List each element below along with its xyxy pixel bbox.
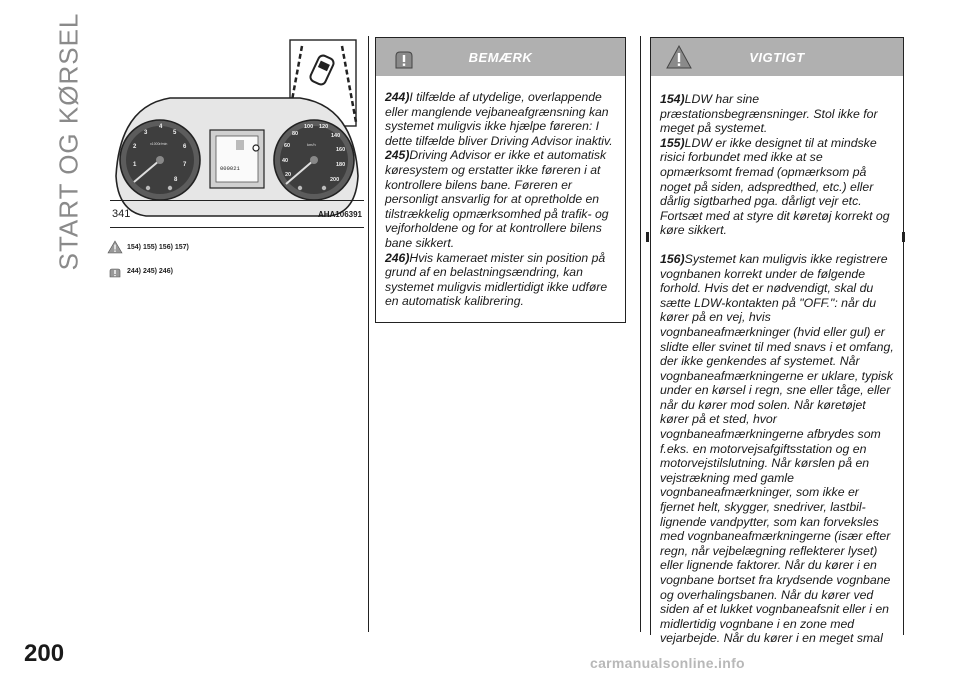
speedo-tick-label: 40	[282, 158, 289, 164]
speedo-tick-label: 20	[285, 172, 292, 178]
speedo-tick-label: 100	[304, 124, 314, 130]
speedo-tick-label: 120	[319, 124, 329, 130]
notice-box-body	[376, 76, 625, 309]
notice-ref: 246)	[385, 250, 410, 265]
notice-paragraph	[385, 251, 617, 309]
important-box-header	[651, 38, 903, 76]
callout-target-dot	[253, 145, 259, 151]
notice-box-title: BEMÆRK	[468, 49, 533, 65]
tacho-tick-label: 5	[173, 130, 177, 136]
speedo-tick-label: 160	[336, 147, 346, 153]
notice-text: I tilfælde af utydelige, overlappende eller manglende vejbaneafgrænsning kan systemet muligvis ikke hjælpe føreren: I dette tilfælde bliver Driving Advisor inaktiv.	[385, 90, 613, 148]
important-ref: 156)	[660, 251, 685, 266]
section-title-text: START OG KØRSEL	[53, 12, 84, 270]
section-title	[52, 12, 86, 270]
notice-paragraph	[385, 148, 617, 250]
notice-box-header	[376, 38, 625, 76]
important-box	[650, 37, 904, 646]
caution-refs-text: 244) 245) 246)	[127, 267, 173, 275]
notice-box	[375, 37, 626, 323]
speedo-tick-label: 180	[336, 162, 346, 168]
tacho-unit-label: x1000r/min	[150, 142, 168, 146]
important-text: Systemet kan muligvis ikke registrere vognbanen korrekt under de følgende forhold. Hvis det er nødvendigt, skal du sætte LDW-kontakten på "OFF.": når du kører på en vej, hvis vognbaneafmærkninger (hvid eller gul) er slidte eller svinet til med snavs i et omfang, der ikke genkendes af systemet. Når vognbaneafmærkningerne er uklare, typisk under en kørsel i regn, sne eller tåge, eller når du kører mod solen. Når køretøjet kører på et sted, hvor vognbaneafmærkningerne afbrydes som f.eks. en motorvejsafgiftsstation og en motorvejstilslutning. Når kørslen på en vejstrækning med gamle vognbaneafmærkninger, som ikke er fjernet helt, skygger, snedriver, lastbil-lignende vandpytter, som kan forveksles med vognbaneafmærkningerne (især efter regn, når vejbelægning reflekterer lyset) eller lignende faktorer. Når du kører i en vognbane bortset fra krydsende vognbane og overhalingsbanen. Når du kører ved siden af et lukket vognbaneafsnit eller i en midlertidig vognbane i en zone med vejarbejde. Når du kører i en meget smal	[660, 251, 894, 646]
important-paragraph	[660, 92, 895, 136]
speedo-tick-label: 200	[330, 177, 340, 183]
important-paragraph	[660, 136, 895, 238]
column-rule-left	[368, 36, 369, 632]
footer-watermark: carmanualsonline.info	[590, 655, 745, 671]
odometer-readout: 000021	[220, 165, 240, 172]
page-number: 200	[24, 640, 65, 667]
display-gear-indicator	[236, 140, 244, 150]
important-box-title: VIGTIGT	[749, 49, 805, 65]
tacho-tick-label: 7	[183, 162, 187, 168]
notice-ref: 245)	[385, 148, 410, 163]
warning-triangle-icon	[107, 240, 123, 254]
figure-caption	[110, 200, 364, 228]
box-divider-tick-right	[902, 232, 905, 242]
tacho-tick-label: 3	[144, 130, 148, 136]
important-text: LDW er ikke designet til at mindske risici forbundet med ikke at se opmærksomt fremad (opmærksom på noget på siden, adspredthed, etc.) eller dårlig sigtbarhed pga. dårligt vejr etc. Fortsæt med at styre dit køretøj korrekt og køre sikkert.	[660, 135, 890, 238]
figure-code: AHA106391	[317, 209, 362, 219]
warning-refs-text: 154) 155) 156) 157)	[127, 243, 189, 251]
speedo-tick-label: 80	[292, 131, 299, 137]
notice-ref: 244)	[385, 90, 410, 104]
figure-number: 341	[112, 208, 131, 220]
tacho-tick-label: 6	[183, 144, 187, 150]
tacho-tick-label: 4	[159, 124, 163, 130]
speedo-tick-label: 60	[284, 143, 291, 149]
notice-paragraph	[385, 90, 617, 148]
notice-text: Hvis kameraet mister sin position på grund af en belastningsændring, kan systemet muligvis midlertidigt ikke udføre en automatisk kalibrering.	[385, 250, 608, 309]
important-box-body	[651, 76, 903, 646]
speedo-unit-label: km/h	[307, 142, 316, 147]
column-rule-right	[640, 36, 641, 632]
box-divider-tick-left	[646, 232, 649, 242]
caution-hand-icon	[107, 264, 123, 278]
tacho-tick-label: 1	[133, 162, 137, 168]
tacho-tick-label: 2	[133, 144, 137, 150]
warning-triangle-icon	[665, 44, 693, 70]
important-ref: 155)	[660, 135, 685, 150]
tacho-tick-label: 8	[174, 177, 178, 183]
important-ref: 154)	[660, 92, 685, 106]
warning-refs	[107, 240, 189, 254]
notice-text: Driving Advisor er ikke et automatisk køresystem og erstatter ikke føreren i at kontrollere bilens bane. Føreren er personligt ansvarlig for at opretholde en tilstrækkelig opmærksomhed på trafik- og vejforholdene og for at kontrollere bilens bane sikkert.	[385, 148, 609, 250]
speedo-tick-label: 140	[331, 133, 341, 139]
important-paragraph	[660, 252, 895, 646]
caution-refs	[107, 264, 173, 278]
caution-hand-icon	[390, 44, 418, 70]
important-text: LDW har sine præstationsbegrænsninger. Stol ikke for meget på systemet.	[660, 92, 878, 136]
